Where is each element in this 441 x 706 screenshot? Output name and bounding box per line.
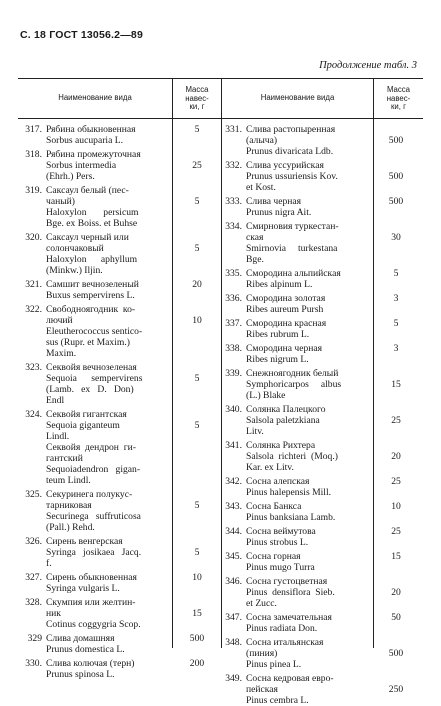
header-name-left: Наименование вида xyxy=(58,93,132,102)
species-name-line: Prunus spinosa L. xyxy=(46,669,115,680)
species-name-line: Haloxylon aphyllum xyxy=(46,254,138,265)
header-mass-right xyxy=(374,86,423,112)
species-name: Секуринега полукус- xyxy=(46,489,133,500)
row-number: 337. xyxy=(225,318,242,329)
species-name-line: Prunus divaricata Ldb. xyxy=(246,146,334,157)
species-name-line: Pinus densiflora Sieb. xyxy=(246,587,335,598)
row-number: 349. xyxy=(225,673,242,684)
species-name-line: Kar. ex Litv. xyxy=(246,462,294,473)
row-number: 332. xyxy=(225,160,242,171)
species-name-line: Sorbus aucuparia L. xyxy=(46,135,123,146)
row-number: 328. xyxy=(25,597,42,608)
species-name: Снежноягодник белый xyxy=(246,368,339,379)
row-number: 346. xyxy=(225,576,242,587)
species-name-line: (Ehrh.) Pers. xyxy=(46,171,95,182)
species-name: Смородина альпийская xyxy=(246,268,341,279)
species-name: Сосна алепская xyxy=(246,476,310,487)
species-name: Смородина золотая xyxy=(246,293,326,304)
species-name: Смородина красная xyxy=(246,318,327,329)
row-number: 341. xyxy=(225,440,242,451)
header-mass-left xyxy=(173,86,221,112)
species-name-line: Ribes rubrum L. xyxy=(246,329,310,340)
species-name-line: Salsola paletzkiana xyxy=(246,415,320,426)
row-number: 324. xyxy=(25,409,42,420)
sample-mass: 10 xyxy=(192,315,202,326)
species-name-line: Salsola richteri (Moq.) xyxy=(246,451,338,462)
row-number: 317. xyxy=(25,124,42,135)
species-name: Секвойя вечнозеленая xyxy=(46,362,137,373)
row-number: 334. xyxy=(225,221,242,232)
sample-mass: 5 xyxy=(194,373,200,384)
row-number: 329 xyxy=(27,633,42,644)
species-name: Сосна итальянская xyxy=(246,637,324,648)
row-number: 321. xyxy=(25,279,42,290)
row-number: 336. xyxy=(225,293,242,304)
sample-mass: 20 xyxy=(391,451,401,462)
row-number: 338. xyxy=(225,343,242,354)
species-name-line: Buxus sempervirens L. xyxy=(46,290,135,301)
species-name-line: Pinus mugo Turra xyxy=(246,562,315,573)
species-name-line: чаный) xyxy=(46,196,75,207)
sample-mass: 20 xyxy=(192,279,202,290)
species-name-line: Pinus radiata Don. xyxy=(246,623,318,634)
header-name-right: Наименование вида xyxy=(260,93,335,102)
species-name-line: Cotinus coggygria Scop. xyxy=(46,619,141,630)
species-name-line: Securinega suffruticosa xyxy=(46,511,141,522)
row-number: 342. xyxy=(225,476,242,487)
row-number: 326. xyxy=(25,536,42,547)
row-number: 339. xyxy=(225,368,242,379)
species-name-line: Секвойя дендрон ги- xyxy=(46,442,136,453)
row-number: 320. xyxy=(25,232,42,243)
species-name: Свободноягодник ко- xyxy=(46,304,136,315)
row-number: 335. xyxy=(225,268,242,279)
species-name-line: гантский xyxy=(46,453,83,464)
species-name: Солянка Палецкого xyxy=(246,404,326,415)
header-mass-line: ки, г xyxy=(189,102,205,111)
species-name-line: (Minkw.) Iljin. xyxy=(46,265,103,276)
row-number: 345. xyxy=(225,551,242,562)
row-number: 322. xyxy=(25,304,42,315)
row-number: 325. xyxy=(25,489,42,500)
species-name-line: Haloxylon persicum xyxy=(46,207,139,218)
table-continuation-label: Продолжение табл. 3 xyxy=(319,60,417,71)
sample-mass: 3 xyxy=(393,343,399,354)
row-number: 333. xyxy=(225,196,242,207)
sample-mass: 10 xyxy=(192,572,202,583)
sample-mass: 50 xyxy=(391,612,401,623)
row-number: 348. xyxy=(225,637,242,648)
species-name: Сосна Банкса xyxy=(246,501,302,512)
species-name-line: et Kost. xyxy=(246,182,276,193)
sample-mass: 3 xyxy=(393,293,399,304)
species-name-line: et Zucc. xyxy=(246,598,277,609)
species-name-line: ская xyxy=(246,232,264,243)
species-name: Сирень венгерская xyxy=(46,536,123,547)
sample-mass: 15 xyxy=(391,551,401,562)
sample-mass: 25 xyxy=(391,476,401,487)
species-name-line: Maxim. xyxy=(46,348,77,359)
sample-mass: 15 xyxy=(391,379,401,390)
species-name-line: Pinus strobus L. xyxy=(246,537,309,548)
sample-mass: 500 xyxy=(388,648,404,659)
sample-mass: 5 xyxy=(194,243,200,254)
species-name: Слива колючая (терн) xyxy=(46,658,135,669)
species-name-line: тарниковая xyxy=(46,500,92,511)
row-number: 319. xyxy=(25,185,42,196)
species-name: Сосна веймутова xyxy=(246,526,316,537)
species-name-line: Bge. ex Boiss. et Buhse xyxy=(46,218,138,229)
species-name-line: f. xyxy=(46,558,52,569)
sample-mass: 500 xyxy=(388,171,404,182)
header-mass-line: Масса xyxy=(386,85,411,94)
species-name-line: Smirnovia turkestana xyxy=(246,243,338,254)
species-name-line: Eleutherococcus senticо- xyxy=(46,326,143,337)
sample-mass: 30 xyxy=(391,232,401,243)
sample-mass: 5 xyxy=(393,318,399,329)
page-header: С. 18 ГОСТ 13056.2—89 xyxy=(20,29,143,41)
species-name: Сосна густоцветная xyxy=(246,576,328,587)
sample-mass: 500 xyxy=(388,196,404,207)
species-name: Саксаул белый (пес- xyxy=(46,185,129,196)
species-name-line: Prunus domestica L. xyxy=(46,644,125,655)
species-name: Смирновия туркестан- xyxy=(246,221,339,232)
row-number: 347. xyxy=(225,612,242,623)
species-name-line: солончаковый xyxy=(46,243,104,254)
sample-mass: 20 xyxy=(391,587,401,598)
sample-mass: 250 xyxy=(388,684,404,695)
row-number: 340. xyxy=(225,404,242,415)
species-name-line: Ribes nigrum L. xyxy=(246,354,309,365)
species-name-line: (Lamb. ex D. Don) xyxy=(46,384,134,395)
column-divider xyxy=(172,78,173,648)
row-number: 330. xyxy=(25,658,42,669)
species-name-line: Prunus nigra Ait. xyxy=(246,207,312,218)
species-name: Рябина обыкновенная xyxy=(46,124,136,135)
sample-mass: 25 xyxy=(192,160,202,171)
row-number: 344. xyxy=(225,526,242,537)
sample-mass: 5 xyxy=(194,547,200,558)
species-name: Слива черная xyxy=(246,196,302,207)
row-number: 343. xyxy=(225,501,242,512)
species-name-line: Bge. xyxy=(246,254,264,265)
sample-mass: 500 xyxy=(388,135,404,146)
species-name-line: (Pall.) Rehd. xyxy=(46,522,95,533)
species-name-line: Pinus halepensis Mill. xyxy=(246,487,332,498)
species-name-line: Litv. xyxy=(246,426,264,437)
species-name-line: Prunus ussuriensis Kov. xyxy=(246,171,338,182)
species-name: Сосна замечательная xyxy=(246,612,332,623)
species-name-line: Sequoia sempervirens xyxy=(46,373,143,384)
species-name-line: Symphoricarpos albus xyxy=(246,379,342,390)
sample-mass: 200 xyxy=(189,658,205,669)
species-name-line: Ribes alpinum L. xyxy=(246,279,313,290)
species-name-line: (пиния) xyxy=(246,648,278,659)
species-name-line: (алыча) xyxy=(246,135,278,146)
sample-mass: 25 xyxy=(391,415,401,426)
sample-mass: 5 xyxy=(194,196,200,207)
species-name: Сосна кедровая евро- xyxy=(246,673,334,684)
header-mass-line: Масса xyxy=(185,85,209,94)
species-name-line: лючий xyxy=(46,315,73,326)
row-number: 323. xyxy=(25,362,42,373)
species-name: Рябина промежуточная xyxy=(46,149,141,160)
species-name-line: Lindl. xyxy=(46,431,70,442)
header-mass-line: навес- xyxy=(386,93,411,103)
species-name-line: Sorbus intermedia xyxy=(46,160,117,171)
species-name-line: Syringa josikaea Jacq. xyxy=(46,547,142,558)
column-divider xyxy=(373,78,374,648)
header-mass-line: ки, г xyxy=(391,102,406,111)
species-name-line: ник xyxy=(46,608,61,619)
sample-mass: 5 xyxy=(393,268,399,279)
species-name-line: Pinus cembra L. xyxy=(246,695,309,706)
species-name: Слива растопыренная xyxy=(246,124,336,135)
sample-mass: 5 xyxy=(194,420,200,431)
species-name-line: Syringa vulgaris L. xyxy=(46,583,120,594)
species-name-line: (L.) Blake xyxy=(246,390,286,401)
species-name-line: Pinus pinea L. xyxy=(246,659,302,670)
species-name-line: Sequoia giganteum xyxy=(46,420,120,431)
species-name: Скумпия или желтин- xyxy=(46,597,136,608)
species-name-line: Endl xyxy=(46,395,65,406)
species-name: Сирень обыкновенная xyxy=(46,572,137,583)
species-name: Смородина черная xyxy=(246,343,323,354)
species-name: Саксаул черный или xyxy=(46,232,129,243)
species-name-line: Pinus banksiana Lamb. xyxy=(246,512,336,523)
species-name-line: sus (Rupr. et Maxim.) xyxy=(46,337,130,348)
species-name: Слива уссурийская xyxy=(246,160,324,171)
species-name: Секвойя гигантская xyxy=(46,409,127,420)
sample-mass: 10 xyxy=(391,501,401,512)
species-name-line: Ribes aureum Pursh xyxy=(246,304,324,315)
sample-mass: 15 xyxy=(192,608,202,619)
sample-mass: 5 xyxy=(194,500,200,511)
row-number: 327. xyxy=(25,572,42,583)
species-name-line: Sequoiadendron gigan- xyxy=(46,464,141,475)
species-name-line: пейская xyxy=(246,684,278,695)
species-name: Слива домашняя xyxy=(46,633,115,644)
row-number: 331. xyxy=(225,124,242,135)
sample-mass: 25 xyxy=(391,526,401,537)
species-name-line: teum Lindl. xyxy=(46,475,91,486)
species-name: Самшит вечнозеленый xyxy=(46,279,139,290)
species-name: Солянка Рихтера xyxy=(246,440,316,451)
sample-mass: 500 xyxy=(189,633,205,644)
sample-mass: 5 xyxy=(194,124,200,135)
header-mass-line: навес- xyxy=(185,93,209,103)
row-number: 318. xyxy=(25,149,42,160)
species-name: Сосна горная xyxy=(246,551,301,562)
